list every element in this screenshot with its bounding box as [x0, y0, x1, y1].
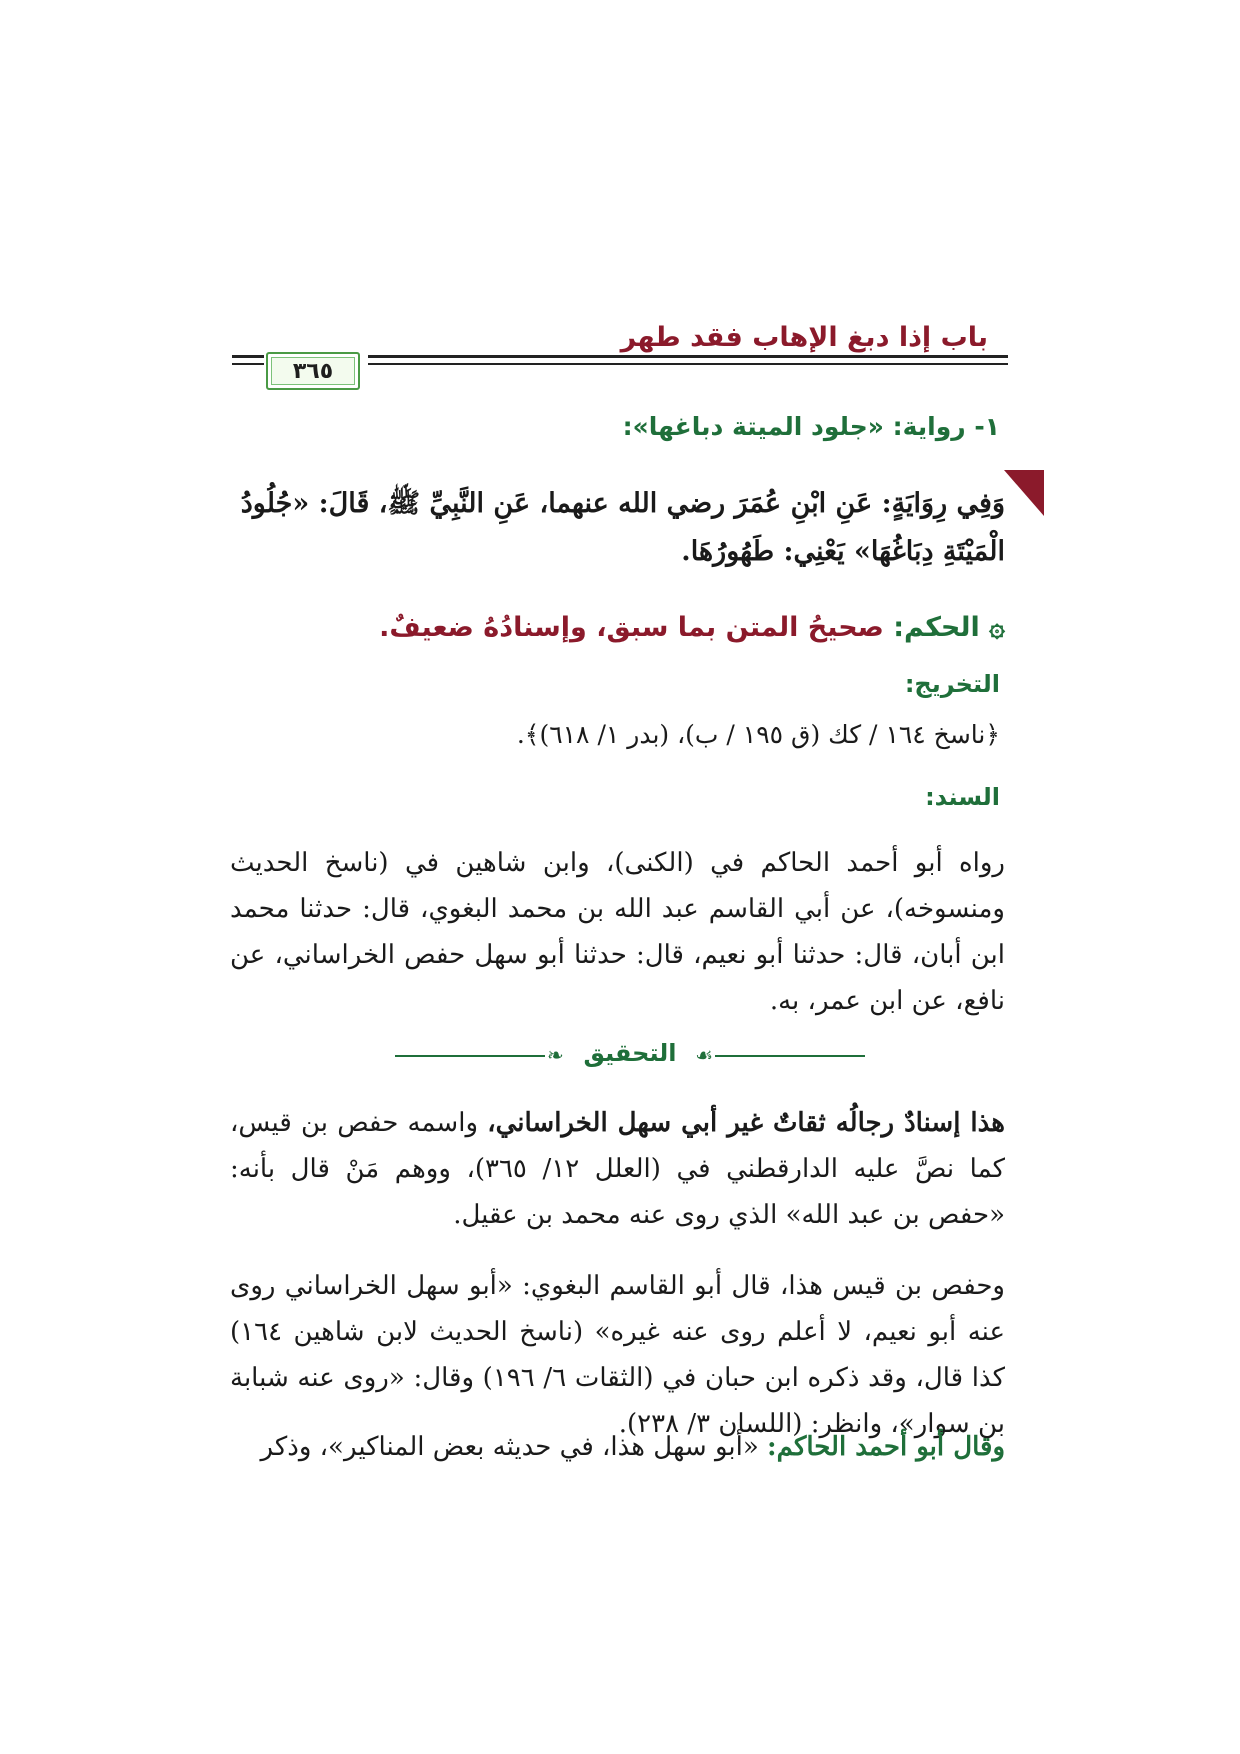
tahqiq-heading: التحقيق	[583, 1039, 677, 1067]
header-rule-bottom	[368, 363, 1008, 365]
corner-ornament	[1004, 470, 1044, 516]
hadith-text-part-2: » يَعْنِي: طَهُورُهَا.	[681, 536, 871, 567]
header-rule-left-top	[232, 355, 264, 358]
header-rule-top	[368, 355, 1008, 358]
tahqiq-paragraph-3	[230, 1424, 1005, 1470]
section-title: ١- رواية: «جلود الميتة دباغها»:	[622, 412, 1000, 441]
hadith-text	[230, 480, 1005, 576]
tahqiq-p3-text: «أبو سهل هذا، في حديثه بعض المناكير»، وذكر	[260, 1432, 768, 1462]
divider-ornament-left-icon: ❧	[547, 1043, 564, 1067]
tahqiq-p1-text: واسمه حفص بن قيس، كما نصَّ عليه الدارقطني في (العلل ١٢/ ٣٦٥)، ووهم مَنْ قال بأنه: «حفص بن عبد الله» الذي روى عنه محمد بن عقيل.	[230, 1108, 1006, 1230]
chapter-title: باب إذا دبغ الإهاب فقد طهر	[620, 322, 988, 353]
tahqiq-p3-bold: وقال أبو أحمد الحاكم:	[767, 1432, 1005, 1462]
header-rule-left-bottom	[232, 363, 264, 365]
page-number-badge: ٣٦٥	[266, 352, 360, 390]
ruling-line	[379, 612, 1005, 643]
hadith-text-part-1: وَفِي رِوَايَةٍ: عَنِ ابْنِ عُمَرَ رضي الله عنهما، عَنِ النَّبِيِّ ﷺ، قَالَ: «	[292, 488, 1005, 519]
sanad-heading: السند:	[925, 783, 1000, 811]
ruling-label: الحكم:	[893, 612, 980, 643]
sanad-paragraph: رواه أبو أحمد الحاكم في (الكنى)، وابن شاهين في (ناسخ الحديث ومنسوخه)، عن أبي القاسم عبد الله بن محمد البغوي، قال: حدثنا محمد ابن أبان، قال: حدثنا أبو نعيم، قال: حدثنا أبو سهل حفص الخراساني، عن نافع، عن ابن عمر، به.	[230, 848, 1005, 1016]
divider-ornament-right-icon: ☙	[695, 1043, 713, 1067]
tahqiq-paragraph-1	[230, 1100, 1005, 1238]
tahqiq-divider	[395, 1041, 865, 1071]
tahqiq-paragraph-2: وحفص بن قيس هذا، قال أبو القاسم البغوي: «أبو سهل الخراساني روى عنه أبو نعيم، لا أعلم روى عنه غيره» (ناسخ الحديث لابن شاهين ١٦٤) كذا قال، وقد ذكره ابن حبان في (الثقات ٦/ ١٩٦) وقال: «روى عنه شبابة بن سوار»، وانظر: (اللسان ٣/ ٢٣٨).	[230, 1271, 1006, 1439]
tahqiq-p1-bold: هذا إسنادٌ رجالُه ثقاتٌ غير أبي سهل الخراساني،	[487, 1108, 1005, 1138]
takhrij-text: ﴿ناسخ ١٦٤ / كك (ق ١٩٥ / ب)، (بدر ١/ ٦١٨)﴾.	[516, 720, 1000, 749]
hadith-text-bold: جُلُودُ الْمَيْتَةِ دِبَاغُهَا	[240, 488, 1005, 567]
ruling-text: صحيحُ المتن بما سبق، وإسنادُهُ ضعيفٌ.	[379, 612, 884, 643]
takhrij-heading: التخريج:	[904, 670, 1000, 698]
ornament-icon: ۞	[989, 612, 1005, 643]
